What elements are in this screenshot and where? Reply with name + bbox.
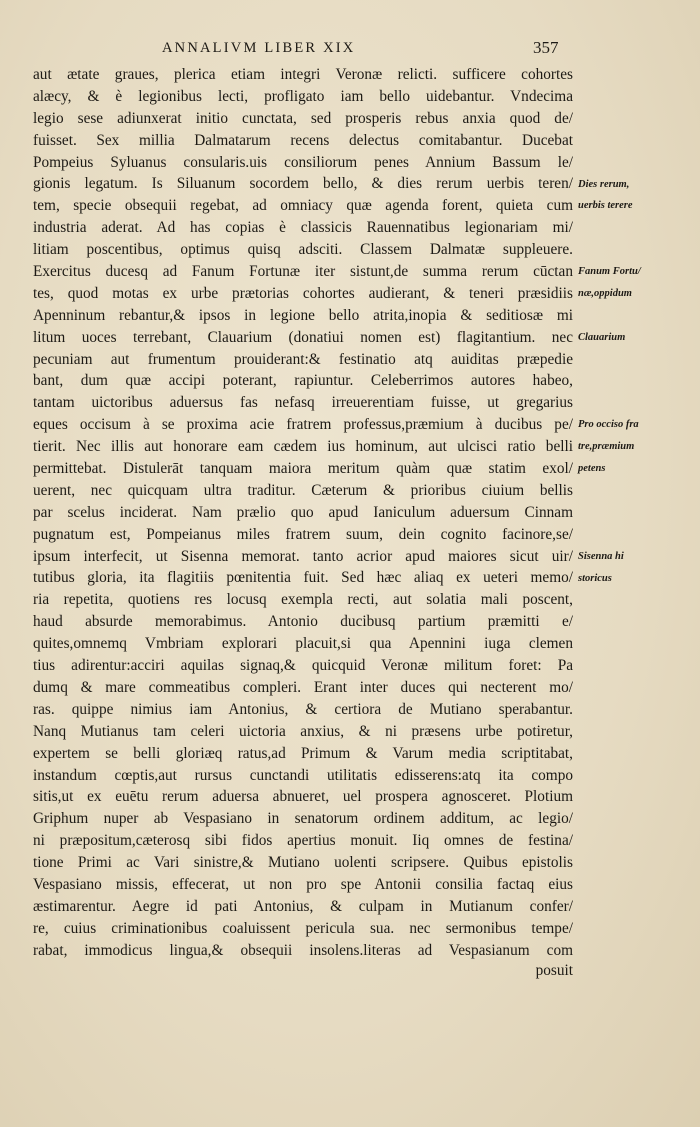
page-number: 357 bbox=[533, 38, 559, 57]
text-line: sitis,ut ex euētu rerum aduersa abnueret, uel prospera agnosceret. Plotium bbox=[33, 788, 573, 806]
margin-note: Clauarium bbox=[578, 331, 626, 343]
text-line: re, cuius criminationibus coaluissent pericula sua. nec sermonibus tempe/ bbox=[33, 919, 573, 937]
margin-note: Pro occiso fra bbox=[578, 419, 639, 431]
text-line: expertem se belli gloriæq ratus,ad Primum & Varum media scriptitabat, bbox=[33, 744, 573, 762]
text-line: Nanq Mutianus tam celeri uictoria anxius, & ni præsens urbe potiretur, bbox=[33, 722, 573, 740]
text-line: haud absurde memorabimus. Antonio ducibusq partium præmitti e/ bbox=[33, 613, 573, 631]
margin-note: tre,præmium bbox=[578, 441, 635, 453]
text-line: fuisset. Sex millia Dalmatarum recens delectus comitabantur. Ducebat bbox=[33, 131, 573, 149]
text-line: æstimarentur. Aegre id pati Antonius, & culpam in Mutianum confer/ bbox=[33, 897, 573, 915]
text-line: Exercitus ducesq ad Fanum Fortunæ iter sistunt,de summa rerum cūctan bbox=[33, 263, 573, 281]
text-line: alæcy, & è legionibus lecti, profligato iam bello uidebantur. Vndecima bbox=[33, 87, 573, 105]
margin-note: petens bbox=[578, 463, 606, 475]
text-line: quites,omnemq Vmbriam explorari placuit,si qua Apennini iuga clemen bbox=[33, 635, 573, 653]
text-line: tes, quod motas ex urbe prætorias cohortes audierant, & teneri præsidiis bbox=[33, 284, 573, 302]
text-line: instandum cœptis,aut rursus cunctandi utilitatis edisserens:atq ita compo bbox=[33, 766, 573, 784]
text-line: uerent, nec quicquam ultra traditur. Cæterum & prioribus ciuium bellis bbox=[33, 481, 573, 499]
text-line: gionis legatum. Is Siluanum socordem bello, & dies rerum uerbis teren/ bbox=[33, 175, 573, 193]
text-line: ras. quippe nimius iam Antonius, & certiora de Mutiano sperabantur. bbox=[33, 700, 573, 718]
text-line: legio sese adiunxerat initio cunctata, sed prosperis rebus anxia quod de/ bbox=[33, 109, 573, 127]
running-title: ANNALIVM LIBER XIX bbox=[162, 40, 356, 56]
text-line: pecuniam aut frumentum prouiderant:& festinatio atq auiditas præpedie bbox=[33, 350, 573, 368]
margin-note: Sisenna hi bbox=[578, 550, 624, 562]
text-line: ria repetita, quotiens res locusq exempla recti, aut solatia mali poscent, bbox=[33, 591, 573, 609]
text-line: tutibus gloria, ita flagitiis pœnitentia fuit. Sed hæc aliaq ex ueteri memo/ bbox=[33, 569, 573, 587]
catchword: posuit bbox=[535, 961, 573, 979]
text-line: tem, specie obsequii regebat, ad omniacy quæ agenda forent, quieta cum bbox=[33, 197, 573, 215]
page-header bbox=[0, 40, 700, 64]
text-line: Vespasiano missis, effecerat, ut non pro spe Antonii consilia factaq eius bbox=[33, 875, 573, 893]
text-line: par scelus inciderat. Nam prælio quo apud Ianiculum aduersum Cinnam bbox=[33, 503, 573, 521]
text-line: bant, dum quæ accipi poterant, rapiuntur. Celeberrimos autores habeo, bbox=[33, 372, 573, 390]
body-text bbox=[33, 64, 573, 979]
text-line: tierit. Nec illis aut honorare eam cædem ius hominum, aut ulcisci ratio belli bbox=[33, 438, 573, 456]
text-line: eques occisum à se proxima acie fratrem professus,præmium à ducibus pe/ bbox=[33, 416, 573, 434]
text-line: aut ætate graues, plerica etiam integri Veronæ relicti. sufficere cohortes bbox=[33, 66, 573, 83]
text-line: Pompeius Syluanus consularis.uis consiliorum penes Annium Bassum le/ bbox=[33, 153, 573, 171]
text-line: rabat, immodicus lingua,& obsequii insolens.literas ad Vespasianum com bbox=[33, 941, 573, 959]
text-line: litum uoces terrebant, Clauarium (donatiui nomen est) flagitantium. nec bbox=[33, 328, 573, 346]
text-line: permittebat. Distulerāt tanquam maiora meritum quàm quæ statim exol/ bbox=[33, 460, 573, 478]
text-line: tius adirentur:acciri aquilas signaq,& quicquid Veronæ militum foret: Pa bbox=[33, 657, 573, 675]
margin-note: Fanum Fortu/ bbox=[578, 266, 641, 278]
margin-note: uerbis terere bbox=[578, 200, 633, 212]
text-line: tione Primi ac Vari sinistre,& Mutiano uolenti scripsere. Quibus epistolis bbox=[33, 854, 573, 872]
text-line: industria aderat. Ad has copias è classicis Rauennatibus legionariam mi/ bbox=[33, 219, 573, 237]
text-line: ipsum interfecit, ut Sisenna memorat. tanto acrior apud maiores sicut uir/ bbox=[33, 547, 573, 565]
margin-note: næ,oppidum bbox=[578, 288, 632, 299]
text-line: pugnatum est, Pompeianus miles fratrem suum, dein cognito facinore,se/ bbox=[33, 525, 573, 543]
margin-note: Dies rerum, bbox=[578, 178, 630, 190]
text-line: tantam uictoribus aduersus fas nefasq irreuerentiam fuisse, ut gregarius bbox=[33, 394, 573, 412]
text-line: litiam poscentibus, optimus quisq adsciti. Classem Dalmatæ suppleuere. bbox=[33, 241, 573, 259]
margin-note: storicus bbox=[578, 572, 612, 584]
text-line: Apenninum rebantur,& ipsos in legione bello atrita,inopia & seditiosæ mi bbox=[33, 306, 573, 324]
text-line: ni præpositum,cæterosq sibi fidos apertius monuit. Iiq omnes de festina/ bbox=[33, 832, 573, 850]
text-line: dumq & mare commeatibus compleri. Erant inter duces qui necterent mo/ bbox=[33, 678, 573, 696]
text-line: Griphum nuper ab Vespasiano in senatorum ordinem additum, ac legio/ bbox=[33, 810, 573, 828]
